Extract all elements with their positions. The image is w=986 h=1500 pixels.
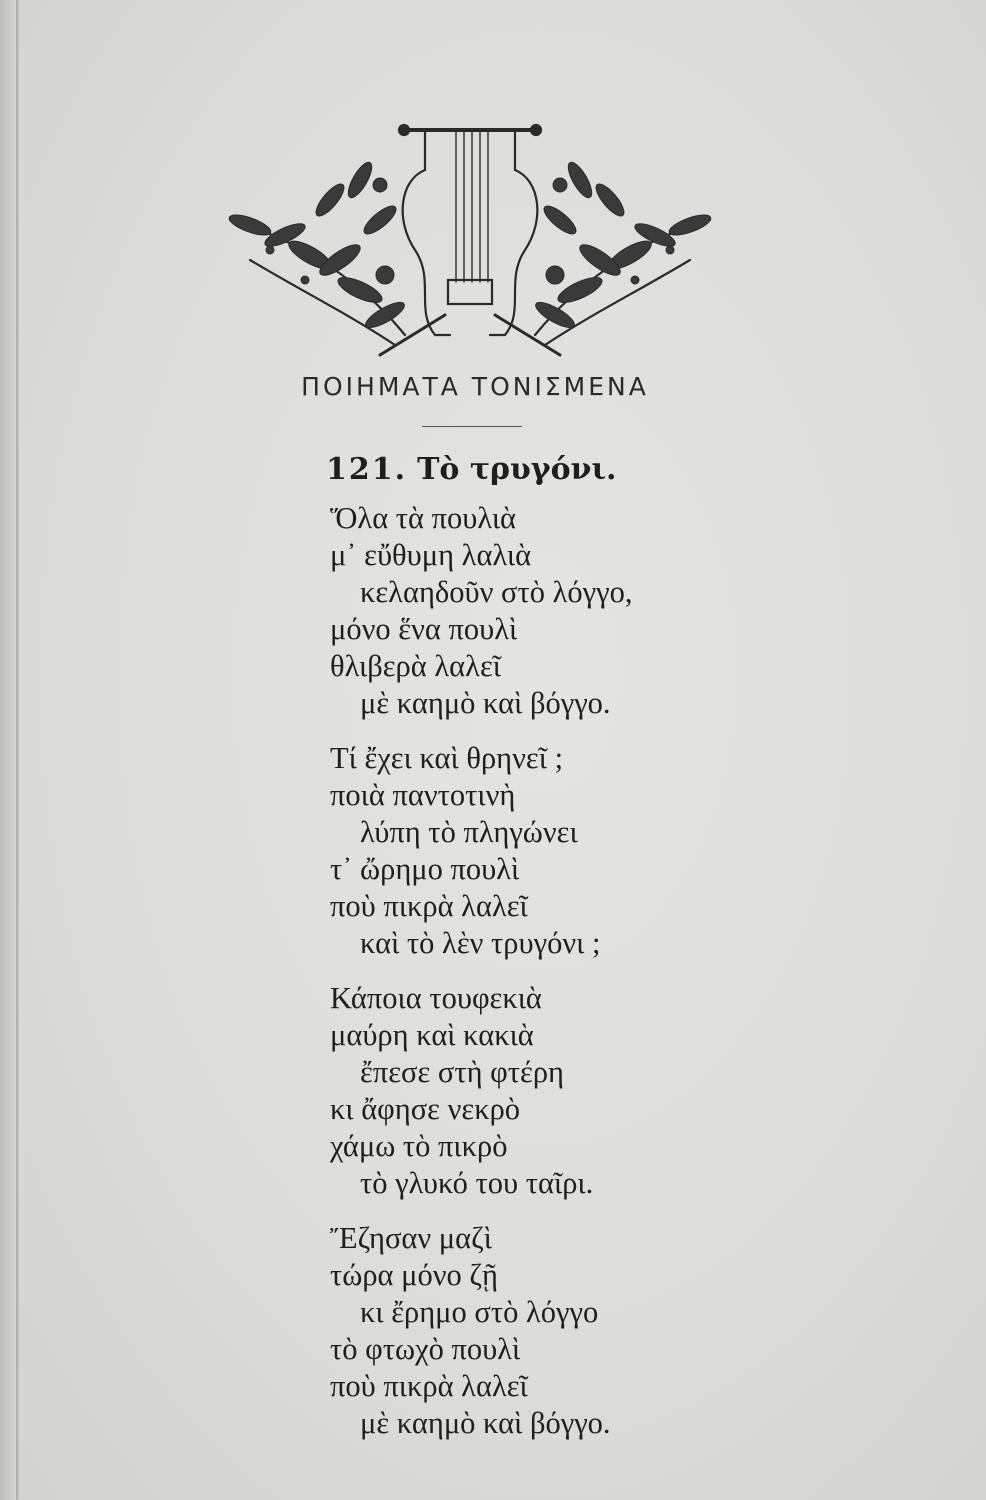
poem-body — [330, 500, 632, 1460]
poem-line: μ᾽ εὔθυμη λαλιὰ — [330, 538, 532, 572]
poem-line: κι ἄφησε νεκρὸ — [330, 1092, 521, 1126]
heading-divider — [422, 426, 522, 427]
poem-title — [326, 452, 616, 487]
poem-title-text: Τὸ τρυγόνι. — [417, 452, 617, 487]
poem-line: Κάποια τουφεκιὰ — [330, 981, 542, 1015]
stanza — [330, 980, 632, 1202]
poem-line: λύπη τὸ πληγώνει — [360, 815, 578, 849]
stanza — [330, 500, 632, 722]
poem-line: τὸ φτωχὸ πουλὶ — [330, 1332, 521, 1366]
poem-line: κι ἔρημο στὸ λόγγο — [360, 1295, 599, 1329]
poem-line: Ἔζησαν μαζὶ — [330, 1221, 492, 1255]
poem-line: μόνο ἕνα πουλὶ — [330, 612, 518, 646]
poem-line: ποὺ πικρὰ λαλεῖ — [330, 889, 528, 923]
poem-line: Ὅλα τὰ πουλιὰ — [330, 501, 517, 535]
binding-edge — [16, 0, 19, 1500]
poem-line: ποιὰ παντοτινὴ — [330, 778, 516, 812]
section-heading: ΠΟΙΗΜΑΤΑ ΤΟΝΙΣΜΕΝΑ — [301, 372, 649, 401]
poem-number: 121. — [326, 452, 408, 487]
poem-line: μὲ καημὸ καὶ βόγγο. — [360, 686, 611, 720]
poem-line: ποὺ πικρὰ λαλεῖ — [330, 1369, 528, 1403]
poem-line: καὶ τὸ λὲν τρυγόνι ; — [360, 926, 601, 960]
poem-line: θλιβερὰ λαλεῖ — [330, 649, 501, 683]
poem-line: τὸ γλυκό του ταῖρι. — [360, 1166, 594, 1200]
lyre-laurel-wreath-icon — [210, 110, 730, 370]
stanza — [330, 740, 632, 962]
poem-line: μαύρη καὶ κακιὰ — [330, 1018, 534, 1052]
poem-line: τώρα μόνο ζῇ — [330, 1258, 499, 1292]
poem-line: τ᾽ ὤρημο πουλὶ — [330, 852, 520, 886]
poem-line: χάμω τὸ πικρὸ — [330, 1129, 508, 1163]
poem-line: μὲ καημὸ καὶ βόγγο. — [360, 1406, 611, 1440]
poem-line: Τί ἔχει καὶ θρηνεῖ ; — [330, 741, 564, 775]
stanza — [330, 1220, 632, 1442]
poem-line: κελαηδοῦν στὸ λόγγο, — [360, 575, 633, 609]
poem-line: ἔπεσε στὴ φτέρη — [360, 1055, 564, 1089]
binding-shadow — [0, 0, 16, 1500]
